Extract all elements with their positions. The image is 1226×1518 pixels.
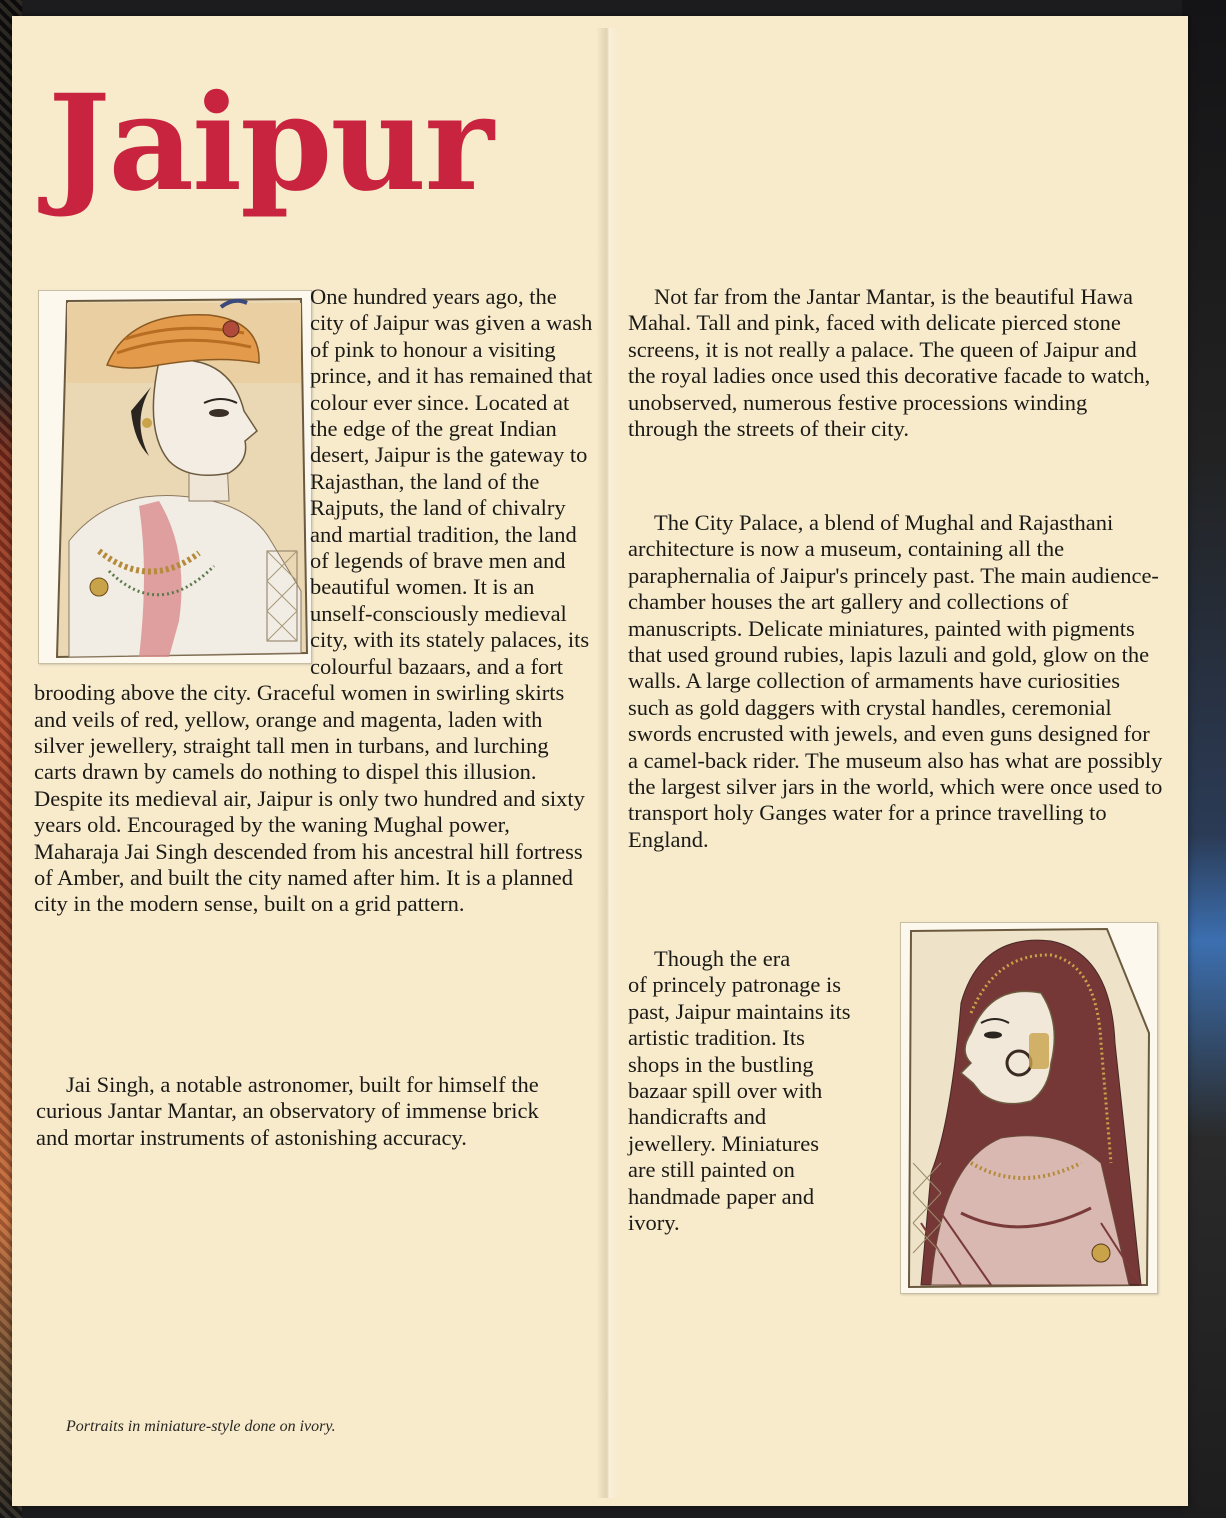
tradition-paragraph bbox=[628, 946, 898, 1236]
tradition-line: past, Jaipur maintains its bbox=[628, 998, 851, 1024]
portrait-float-spacer bbox=[34, 284, 304, 674]
intro-paragraph: One hundred years ago, the city of Jaipur was given a wash of pink to honour a visiting prince, and it has remained that colour ever since. Located at the edge of the great Indian desert, Jaipur is the gateway to Rajasthan, the land of the Rajputs, the land of chivalry and martial tradition, the land of legends of brave men and beautiful women. It is an unself-consciously medieval city, with its stately palaces, its colourful bazaars, and a fort brooding above the city. Graceful women in swirling skirts and veils of red, yellow, orange and magenta, laden with silver jewellery, straight tall men in turbans, and lurching carts drawn by camels do nothing to dispel this illusion. Despite its medieval air, Jaipur is only two hundred and sixty years old. Encouraged by the waning Mughal power, Maharaja Jai Singh descended from his ancestral hill fortress of Amber, and built the city named after him. It is a planned city in the modern sense, built on a grid pattern. bbox=[34, 284, 593, 917]
tradition-line: ivory. bbox=[628, 1210, 680, 1236]
intro-column bbox=[34, 284, 594, 918]
center-fold bbox=[596, 28, 620, 1498]
tradition-line: jewellery. Miniatures bbox=[628, 1130, 819, 1156]
image-caption: Portraits in miniature-style done on ivory. bbox=[66, 1418, 336, 1435]
tradition-line: are still painted on bbox=[628, 1157, 795, 1183]
page-title: Jaipur bbox=[48, 66, 492, 221]
tradition-line: of princely patronage is bbox=[628, 972, 842, 998]
jantar-mantar-paragraph: Jai Singh, a notable astronomer, built for himself the curious Jantar Mantar, an observatory of immense brick and mortar instruments of astonishing accuracy. bbox=[36, 1072, 539, 1150]
tradition-line: bazaar spill over with bbox=[628, 1078, 823, 1104]
hawa-mahal-paragraph: Not far from the Jantar Mantar, is the beautiful Hawa Mahal. Tall and pink, faced with delicate pierced stone screens, it is not really a palace. The queen of Jaipur and the royal ladies once used this decorative facade to watch, unobserved, numerous festive processions winding through the streets of their city. bbox=[628, 284, 1151, 442]
tradition-line: handicrafts and bbox=[628, 1104, 767, 1130]
tradition-line: artistic tradition. Its bbox=[628, 1025, 805, 1051]
tradition-line: shops in the bustling bbox=[628, 1051, 814, 1077]
city-palace-paragraph: The City Palace, a blend of Mughal and Rajasthani architecture is now a museum, containing all the paraphernalia of Jaipur's princely past. The main audience-chamber houses the art gallery and collections of manuscripts. Delicate miniatures, painted with pigments that used ground rubies, lapis lazuli and gold, glow on the walls. A large collection of armaments have curiosities such as gold daggers with crystal handles, ceremonial swords encrusted with jewels, and even guns designed for a camel-back rider. The museum also has what are possibly the largest silver jars in the world, which were once used to transport holy Ganges water for a prince travelling to England. bbox=[628, 510, 1163, 852]
portrait-lady-image bbox=[900, 922, 1158, 1294]
tradition-line: handmade paper and bbox=[628, 1183, 815, 1209]
tradition-line: Though the era bbox=[654, 946, 791, 971]
background-artwork-right bbox=[1182, 0, 1226, 1518]
